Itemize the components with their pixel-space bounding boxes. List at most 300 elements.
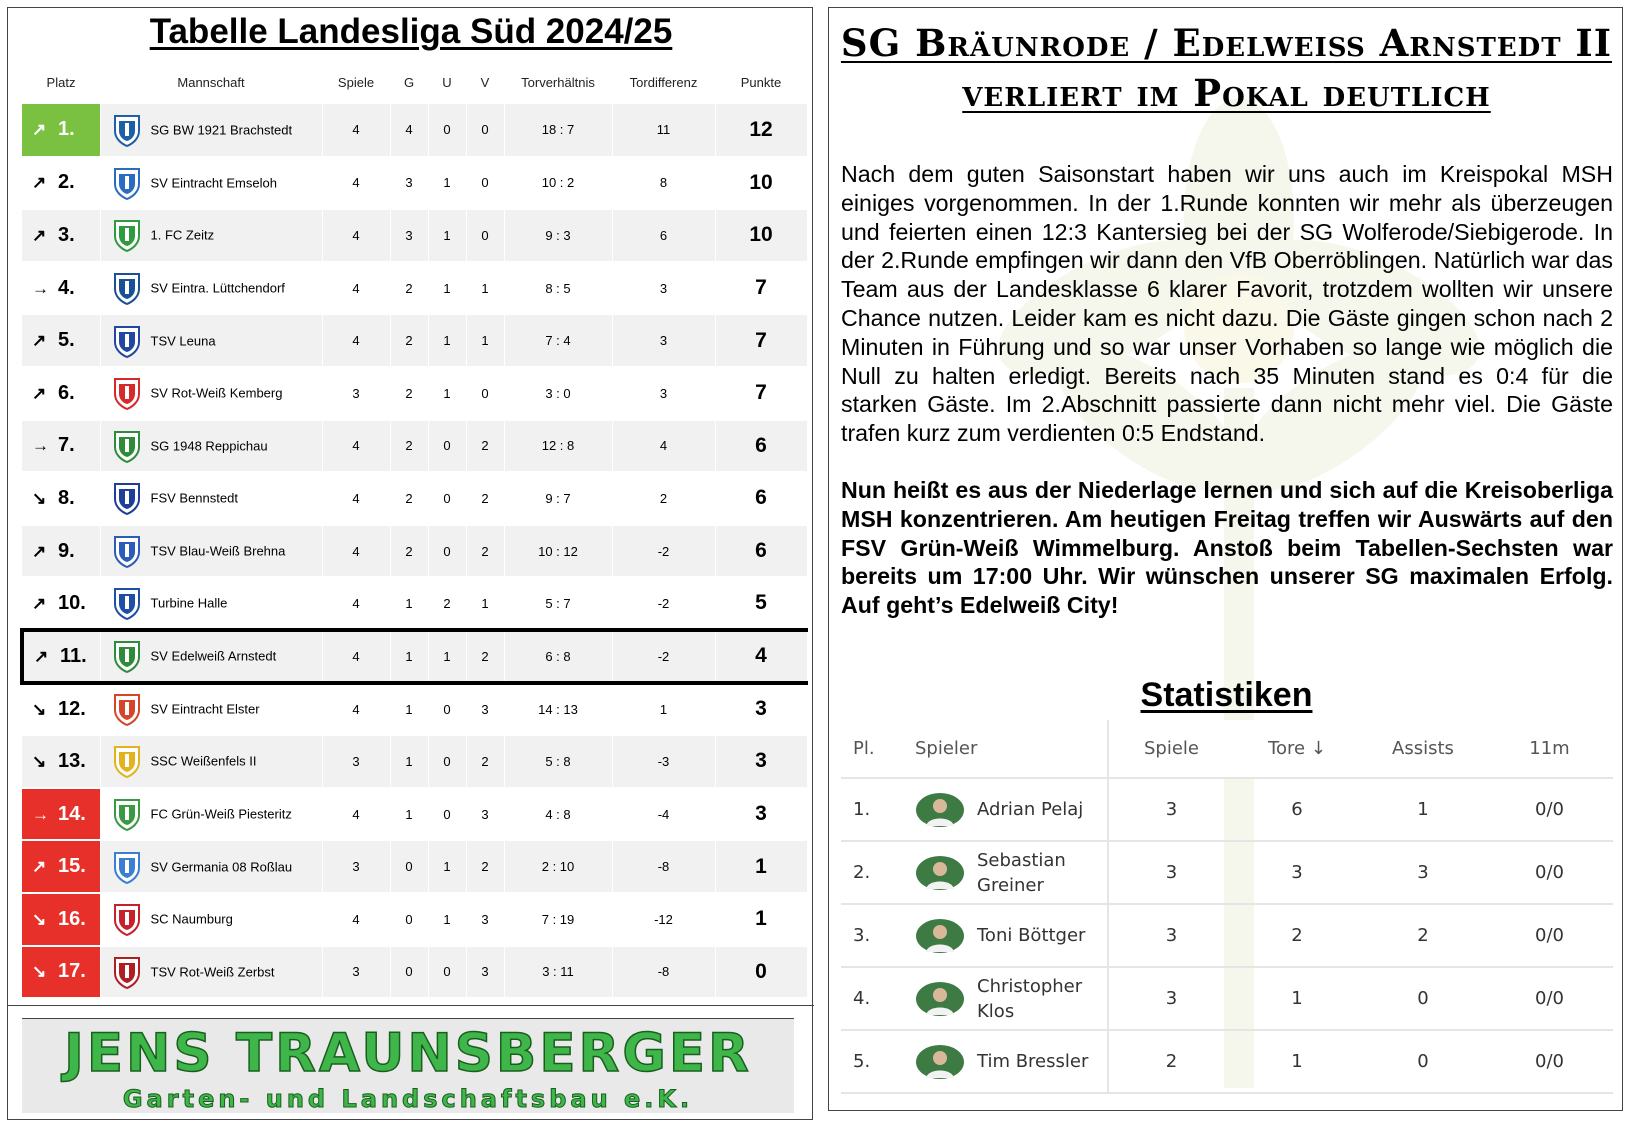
team-name[interactable]: SV Rot-Weiß Kemberg (150, 385, 283, 401)
team-cell (100, 840, 322, 893)
spiele-cell: 4 (322, 525, 390, 578)
v-cell: 0 (466, 104, 504, 157)
player-assists: 3 (1360, 841, 1486, 904)
diff-cell: -3 (612, 735, 715, 788)
trend-arrow-icon: ↗ (32, 225, 47, 245)
team-crest-icon (113, 113, 141, 147)
rank-number: 11. (60, 644, 87, 667)
league-table (20, 60, 808, 999)
tore-cell: 4 : 8 (504, 788, 612, 841)
diff-cell: -4 (612, 788, 715, 841)
team-cell (100, 577, 322, 630)
trend-arrow-icon: ↘ (32, 699, 47, 719)
spiele-cell: 4 (322, 157, 390, 210)
team-name[interactable]: SV Eintracht Elster (150, 701, 260, 717)
trend-arrow-icon: → (32, 436, 49, 456)
u-cell: 1 (428, 262, 466, 315)
v-cell: 2 (466, 420, 504, 473)
g-cell: 2 (390, 262, 428, 315)
v-cell: 1 (466, 577, 504, 630)
g-cell: 1 (390, 683, 428, 736)
player-assists: 1 (1360, 778, 1486, 841)
points-cell: 5 (715, 577, 807, 630)
team-cell (100, 472, 322, 525)
team-name[interactable]: SV Edelweiß Arnstedt (150, 648, 277, 664)
g-cell: 3 (390, 209, 428, 262)
col-header-tordifferenz[interactable]: Tordifferenz (629, 74, 698, 90)
stats-col-11m[interactable]: 11m (1486, 720, 1613, 778)
rank-number: 14. (58, 802, 86, 825)
u-cell: 1 (428, 367, 466, 420)
rank-number: 1. (58, 118, 75, 141)
v-cell: 2 (466, 840, 504, 893)
sort-arrow-down-icon: ↓ (1310, 738, 1326, 759)
team-name[interactable]: SC Naumburg (150, 911, 233, 927)
team-name[interactable]: TSV Leuna (150, 333, 216, 349)
rank-number: 3. (58, 223, 75, 246)
player-avatar-icon (915, 981, 965, 1017)
player-11m: 0/0 (1486, 841, 1613, 904)
team-name[interactable]: SV Eintracht Emseloh (150, 175, 277, 191)
team-cell (100, 946, 322, 999)
v-cell: 0 (466, 367, 504, 420)
team-crest-icon (113, 586, 141, 620)
player-assists: 0 (1360, 1030, 1486, 1093)
player-avatar-icon (915, 918, 965, 954)
team-crest-icon (113, 166, 141, 200)
col-header-v[interactable]: V (480, 74, 490, 90)
tore-cell: 14 : 13 (504, 683, 612, 736)
trend-arrow-icon: ↗ (32, 593, 47, 613)
spiele-cell: 4 (322, 472, 390, 525)
player-11m: 0/0 (1486, 904, 1613, 967)
g-cell: 2 (390, 525, 428, 578)
sponsor-subtitle: Garten- und Landschaftsbau e.K. (122, 1085, 694, 1113)
diff-cell: 8 (612, 157, 715, 210)
table-row (22, 525, 807, 578)
rank-cell (22, 472, 100, 525)
stats-row (841, 1030, 1613, 1093)
spiele-cell: 4 (322, 788, 390, 841)
u-cell: 0 (428, 683, 466, 736)
rank-cell (22, 683, 100, 736)
points-cell: 1 (715, 893, 807, 946)
u-cell: 1 (428, 157, 466, 210)
points-cell: 3 (715, 683, 807, 736)
table-row (22, 157, 807, 210)
spiele-cell: 4 (322, 104, 390, 157)
player-tore: 2 (1234, 904, 1360, 967)
team-name[interactable]: 1. FC Zeitz (150, 227, 215, 243)
tore-cell: 2 : 10 (504, 840, 612, 893)
table-row (22, 840, 807, 893)
trend-arrow-icon: ↗ (34, 646, 49, 666)
table-row (22, 209, 807, 262)
g-cell: 1 (390, 735, 428, 788)
spiele-cell: 4 (322, 209, 390, 262)
tore-cell: 10 : 2 (504, 157, 612, 210)
table-row (22, 683, 807, 736)
spiele-cell: 4 (322, 314, 390, 367)
team-crest-icon (113, 639, 141, 673)
player-tore: 3 (1234, 841, 1360, 904)
player-avatar-icon (915, 855, 965, 891)
player-name[interactable]: Adrian Pelaj (977, 799, 1084, 820)
diff-cell: 4 (612, 420, 715, 473)
rank-number: 15. (58, 855, 86, 878)
diff-cell: -8 (612, 840, 715, 893)
table-row (22, 630, 807, 683)
rank-number: 16. (58, 907, 86, 930)
diff-cell: -2 (612, 525, 715, 578)
sponsor-banner (22, 1018, 794, 1113)
trend-arrow-icon: ↘ (32, 909, 47, 929)
table-row (22, 946, 807, 999)
tore-cell: 5 : 7 (504, 577, 612, 630)
points-cell: 10 (715, 157, 807, 210)
player-tore: 1 (1234, 1030, 1360, 1093)
u-cell: 1 (428, 840, 466, 893)
rank-number: 8. (58, 486, 75, 509)
player-assists: 2 (1360, 904, 1486, 967)
team-crest-icon (113, 271, 141, 305)
g-cell: 0 (390, 893, 428, 946)
g-cell: 4 (390, 104, 428, 157)
diff-cell: 6 (612, 209, 715, 262)
g-cell: 3 (390, 157, 428, 210)
rank-cell (22, 735, 100, 788)
trend-arrow-icon: ↘ (32, 751, 47, 771)
player-rank: 2. (841, 841, 903, 904)
col-header-mannschaft[interactable]: Mannschaft (177, 74, 245, 90)
col-header-g[interactable]: G (403, 74, 415, 90)
spiele-cell: 4 (322, 630, 390, 683)
rank-number: 2. (58, 171, 75, 194)
v-cell: 2 (466, 525, 504, 578)
g-cell: 0 (390, 840, 428, 893)
points-cell: 3 (715, 788, 807, 841)
stats-header-row (841, 720, 1613, 778)
rank-cell (22, 420, 100, 473)
rank-cell (22, 840, 100, 893)
points-cell: 6 (715, 420, 807, 473)
team-cell (100, 157, 322, 210)
player-avatar-icon (915, 792, 965, 828)
g-cell: 1 (390, 788, 428, 841)
stats-row (841, 778, 1613, 841)
team-cell (100, 367, 322, 420)
u-cell: 0 (428, 420, 466, 473)
diff-cell: 2 (612, 472, 715, 525)
player-spiele: 3 (1108, 967, 1234, 1030)
team-cell (100, 683, 322, 736)
g-cell: 2 (390, 420, 428, 473)
tore-cell: 9 : 7 (504, 472, 612, 525)
points-cell: 1 (715, 840, 807, 893)
rank-cell (22, 367, 100, 420)
g-cell: 2 (390, 314, 428, 367)
table-row (22, 472, 807, 525)
stats-col-spieler[interactable]: Spieler (903, 720, 1108, 778)
col-header-u[interactable]: U (442, 74, 452, 90)
player-spiele: 3 (1108, 841, 1234, 904)
team-crest-icon (113, 744, 141, 778)
col-header-punkte[interactable]: Punkte (740, 74, 782, 90)
tore-cell: 3 : 0 (504, 367, 612, 420)
stats-col-pl[interactable]: Pl. (841, 720, 903, 778)
u-cell: 0 (428, 472, 466, 525)
stats-row (841, 967, 1613, 1030)
points-cell: 10 (715, 209, 807, 262)
v-cell: 2 (466, 472, 504, 525)
points-cell: 6 (715, 525, 807, 578)
stats-col-assists[interactable]: Assists (1360, 720, 1486, 778)
v-cell: 2 (466, 630, 504, 683)
player-rank: 5. (841, 1030, 903, 1093)
spiele-cell: 4 (322, 683, 390, 736)
team-crest-icon (113, 955, 141, 989)
player-11m: 0/0 (1486, 1030, 1613, 1093)
v-cell: 1 (466, 262, 504, 315)
rank-cell (22, 893, 100, 946)
diff-cell: 3 (612, 262, 715, 315)
player-name[interactable]: Sebastian Greiner (977, 849, 1066, 896)
team-crest-icon (113, 797, 141, 831)
league-table-panel (7, 7, 813, 1120)
player-rank: 1. (841, 778, 903, 841)
v-cell: 0 (466, 157, 504, 210)
spiele-cell: 4 (322, 577, 390, 630)
team-crest-icon (113, 850, 141, 884)
sponsor-name: JENS TRAUNSBERGER (64, 1023, 752, 1084)
player-11m: 0/0 (1486, 967, 1613, 1030)
trend-arrow-icon: ↗ (32, 857, 47, 877)
sponsor-divider (8, 1005, 814, 1006)
team-name[interactable]: SV Eintra. Lüttchendorf (150, 280, 285, 296)
rank-cell (22, 630, 100, 683)
article-headline (829, 18, 1623, 118)
spiele-cell: 4 (322, 420, 390, 473)
rank-cell (22, 157, 100, 210)
team-crest-icon (113, 429, 141, 463)
trend-arrow-icon: ↗ (32, 541, 47, 561)
table-row (22, 735, 807, 788)
diff-cell: 3 (612, 314, 715, 367)
team-crest-icon (113, 902, 141, 936)
team-name[interactable]: SG 1948 Reppichau (150, 438, 268, 454)
player-tore: 1 (1234, 967, 1360, 1030)
col-header-platz[interactable]: Platz (46, 74, 76, 90)
col-header-spiele[interactable]: Spiele (337, 74, 375, 90)
article-body (841, 160, 1613, 648)
team-name[interactable]: SG BW 1921 Brachstedt (150, 122, 293, 138)
rank-number: 17. (58, 960, 86, 983)
u-cell: 1 (428, 209, 466, 262)
points-cell: 0 (715, 946, 807, 999)
team-cell (100, 630, 322, 683)
player-cell (903, 904, 1108, 967)
team-name[interactable]: SV Germania 08 Roßlau (150, 859, 293, 875)
tore-cell: 6 : 8 (504, 630, 612, 683)
u-cell: 0 (428, 788, 466, 841)
team-cell (100, 262, 322, 315)
rank-cell (22, 262, 100, 315)
v-cell: 1 (466, 314, 504, 367)
team-name[interactable]: TSV Blau-Weiß Brehna (150, 543, 286, 559)
team-cell (100, 735, 322, 788)
table-row (22, 893, 807, 946)
player-spiele: 3 (1108, 778, 1234, 841)
table-row (22, 262, 807, 315)
player-11m: 0/0 (1486, 778, 1613, 841)
diff-cell: -2 (612, 630, 715, 683)
trend-arrow-icon: ↘ (32, 962, 47, 982)
tore-cell: 10 : 12 (504, 525, 612, 578)
rank-cell (22, 209, 100, 262)
points-cell: 12 (715, 104, 807, 157)
rank-cell (22, 946, 100, 999)
rank-number: 4. (58, 276, 75, 299)
team-cell (100, 788, 322, 841)
g-cell: 1 (390, 630, 428, 683)
stats-col-tore-label: Tore (1268, 738, 1306, 759)
u-cell: 1 (428, 893, 466, 946)
team-name[interactable]: FSV Bennstedt (150, 490, 238, 506)
stats-row (841, 904, 1613, 967)
u-cell: 1 (428, 630, 466, 683)
rank-cell (22, 104, 100, 157)
table-row (22, 104, 807, 157)
trend-arrow-icon: ↗ (32, 120, 47, 140)
g-cell: 2 (390, 367, 428, 420)
v-cell: 0 (466, 209, 504, 262)
stats-col-tore[interactable] (1234, 720, 1360, 778)
table-row (22, 788, 807, 841)
team-cell (100, 420, 322, 473)
rank-number: 12. (58, 697, 86, 720)
rank-number: 6. (58, 381, 75, 404)
player-cell (903, 841, 1108, 904)
player-cell (903, 967, 1108, 1030)
v-cell: 3 (466, 788, 504, 841)
points-cell: 7 (715, 262, 807, 315)
diff-cell: 1 (612, 683, 715, 736)
v-cell: 3 (466, 893, 504, 946)
team-name[interactable]: SSC Weißenfels II (150, 753, 257, 769)
v-cell: 2 (466, 735, 504, 788)
team-cell (100, 104, 322, 157)
spiele-cell: 3 (322, 946, 390, 999)
team-cell (100, 314, 322, 367)
tore-cell: 3 : 11 (504, 946, 612, 999)
rank-number: 5. (58, 329, 75, 352)
rank-cell (22, 577, 100, 630)
tore-cell: 7 : 19 (504, 893, 612, 946)
g-cell: 0 (390, 946, 428, 999)
col-header-torverhaeltnis[interactable]: Torverhältnis (521, 74, 595, 90)
tore-cell: 8 : 5 (504, 262, 612, 315)
points-cell: 7 (715, 367, 807, 420)
table-row (22, 577, 807, 630)
spiele-cell: 4 (322, 893, 390, 946)
g-cell: 2 (390, 472, 428, 525)
g-cell: 1 (390, 577, 428, 630)
stats-col-spiele[interactable]: Spiele (1108, 720, 1234, 778)
u-cell: 0 (428, 104, 466, 157)
v-cell: 3 (466, 946, 504, 999)
u-cell: 0 (428, 735, 466, 788)
diff-cell: 3 (612, 367, 715, 420)
u-cell: 1 (428, 314, 466, 367)
rank-number: 13. (58, 749, 86, 772)
trend-arrow-icon: ↘ (32, 488, 47, 508)
team-crest-icon (113, 692, 141, 726)
team-cell (100, 893, 322, 946)
stats-title: Statistiken (1140, 676, 1313, 714)
points-cell: 3 (715, 735, 807, 788)
team-cell (100, 525, 322, 578)
rank-number: 10. (58, 591, 86, 614)
team-name[interactable]: TSV Rot-Weiß Zerbst (150, 964, 275, 980)
tore-cell: 12 : 8 (504, 420, 612, 473)
table-row (22, 367, 807, 420)
points-cell: 6 (715, 472, 807, 525)
player-cell (903, 778, 1108, 841)
player-avatar-icon (915, 1044, 965, 1080)
team-crest-icon (113, 324, 141, 358)
trend-arrow-icon: ↗ (32, 383, 47, 403)
team-crest-icon (113, 376, 141, 410)
player-rank: 4. (841, 967, 903, 1030)
table-row (22, 420, 807, 473)
spiele-cell: 4 (322, 262, 390, 315)
diff-cell: -12 (612, 893, 715, 946)
points-cell: 4 (715, 630, 807, 683)
points-cell: 7 (715, 314, 807, 367)
team-name[interactable]: Turbine Halle (150, 595, 228, 611)
spiele-cell: 3 (322, 367, 390, 420)
team-crest-icon (113, 534, 141, 568)
player-name[interactable]: Christopher Klos (977, 975, 1083, 1022)
table-row (22, 314, 807, 367)
player-name[interactable]: Tim Bressler (977, 1051, 1089, 1072)
tore-cell: 9 : 3 (504, 209, 612, 262)
u-cell: 0 (428, 525, 466, 578)
trend-arrow-icon: ↗ (32, 173, 47, 193)
rank-cell (22, 314, 100, 367)
rank-number: 9. (58, 539, 75, 562)
trend-arrow-icon: → (32, 804, 49, 824)
u-cell: 0 (428, 946, 466, 999)
player-rank: 3. (841, 904, 903, 967)
team-cell (100, 209, 322, 262)
player-name[interactable]: Toni Böttger (977, 925, 1086, 946)
player-spiele: 3 (1108, 904, 1234, 967)
player-assists: 0 (1360, 967, 1486, 1030)
tore-cell: 18 : 7 (504, 104, 612, 157)
player-tore: 6 (1234, 778, 1360, 841)
diff-cell: -2 (612, 577, 715, 630)
team-crest-icon (113, 218, 141, 252)
tore-cell: 7 : 4 (504, 314, 612, 367)
trend-arrow-icon: → (32, 278, 49, 298)
team-name[interactable]: FC Grün-Weiß Piesteritz (150, 806, 292, 822)
table-header-row (22, 60, 807, 104)
diff-cell: 11 (612, 104, 715, 157)
tore-cell: 5 : 8 (504, 735, 612, 788)
v-cell: 3 (466, 683, 504, 736)
player-cell (903, 1030, 1108, 1093)
